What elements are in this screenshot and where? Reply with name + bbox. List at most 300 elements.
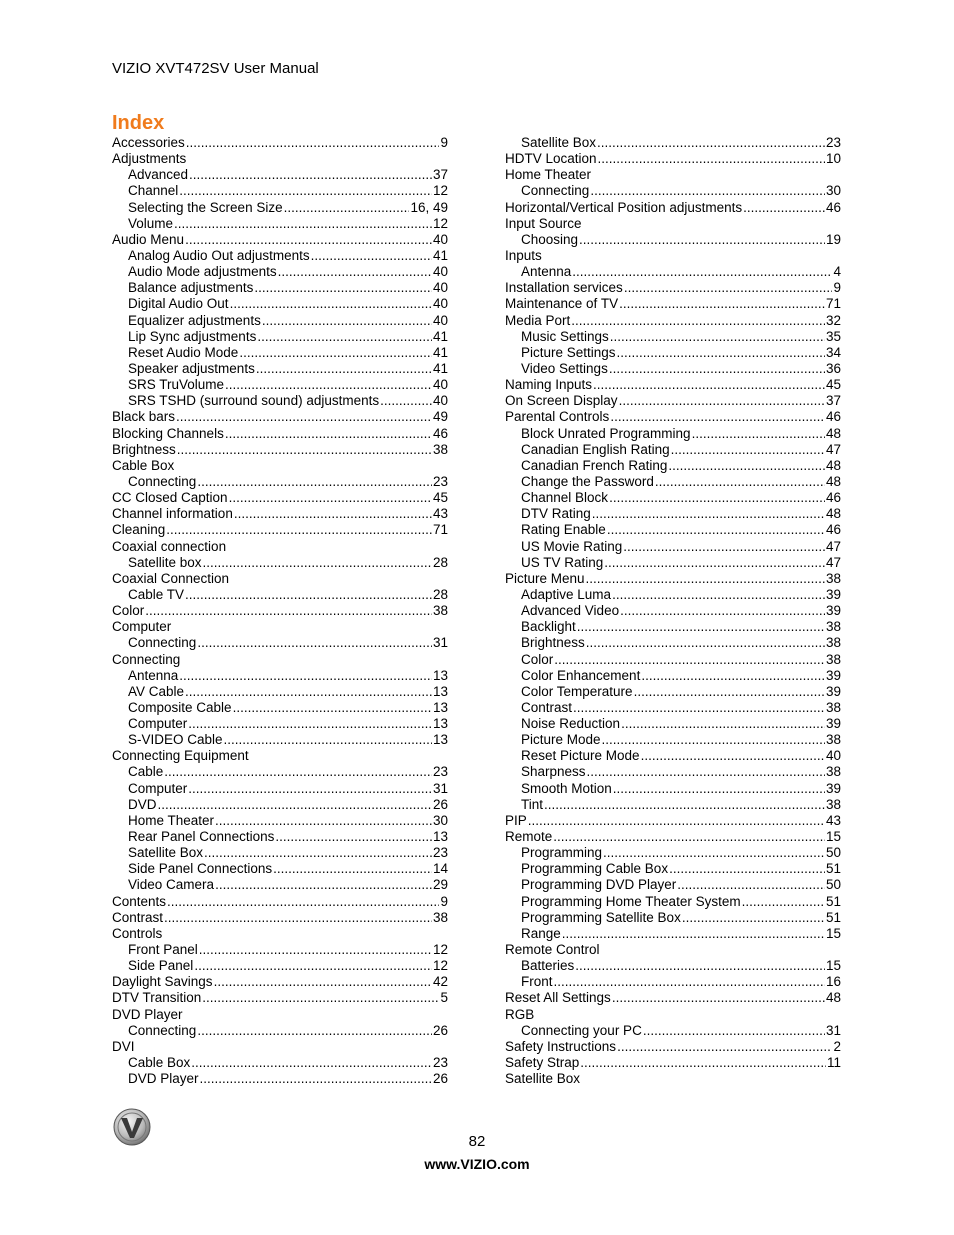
index-subentry [505, 797, 841, 813]
index-page-ref: 48 [825, 473, 841, 489]
index-term: Color Enhancement [521, 667, 641, 683]
dot-leader [380, 393, 432, 409]
index-term: Video Camera [128, 877, 215, 893]
index-term: Side Panel Connections [128, 861, 273, 877]
dot-leader [179, 183, 432, 199]
index-term: Contents [112, 893, 167, 909]
index-term: Naming Inputs [505, 377, 593, 393]
index-page-ref: 41 [432, 247, 448, 263]
index-page-ref: 23 [432, 845, 448, 861]
index-entry [112, 652, 448, 668]
index-page-ref: 30 [825, 183, 841, 199]
index-term: PIP [505, 812, 527, 828]
dot-leader [158, 797, 432, 813]
index-page-ref: 4 [833, 264, 841, 280]
index-subentry [112, 732, 448, 748]
dot-leader [262, 313, 432, 329]
index-subentry [112, 313, 448, 329]
index-term: Advanced Video [521, 603, 620, 619]
index-subentry [505, 781, 841, 797]
dot-leader [176, 409, 432, 425]
index-entry [112, 1039, 448, 1055]
index-subentry [112, 200, 448, 216]
index-subentry [505, 619, 841, 635]
index-subentry [505, 232, 841, 248]
dot-leader [617, 1039, 832, 1055]
dot-leader [233, 700, 432, 716]
index-term: Cable Box [112, 457, 175, 473]
index-page-ref: 2 [833, 1038, 841, 1054]
index-page-ref: 71 [432, 522, 448, 538]
index-term: Blocking Channels [112, 425, 224, 441]
index-subentry [505, 490, 841, 506]
index-page-ref: 9 [440, 135, 448, 150]
index-entry [112, 894, 448, 910]
index-term: Adjustments [112, 151, 187, 167]
index-page-ref: 46 [825, 199, 841, 215]
index-page-ref: 14 [432, 861, 448, 877]
index-subentry [505, 716, 841, 732]
index-page-ref: 15 [825, 958, 841, 974]
dot-leader [224, 732, 432, 748]
index-entry [505, 200, 841, 216]
dot-leader [579, 232, 825, 248]
index-term: Equalizer adjustments [128, 312, 261, 328]
index-subentry [112, 1023, 448, 1039]
dot-leader [164, 764, 432, 780]
dot-leader [743, 200, 825, 216]
dot-leader [619, 296, 825, 312]
index-entry [505, 393, 841, 409]
dot-leader [164, 910, 432, 926]
index-subentry [112, 1055, 448, 1071]
index-subentry [505, 555, 841, 571]
index-term: On Screen Display [505, 393, 618, 409]
dot-leader [641, 668, 825, 684]
manual-title: VIZIO XVT472SV User Manual [112, 60, 319, 77]
index-term: Controls [112, 925, 163, 941]
dot-leader [278, 264, 432, 280]
index-term: Color Temperature [521, 683, 633, 699]
index-term: Home Theater [128, 812, 215, 828]
index-subentry [112, 296, 448, 312]
index-page-ref: 38 [825, 699, 841, 715]
dot-leader [203, 555, 432, 571]
index-term: Antenna [521, 264, 572, 280]
index-term: CC Closed Caption [112, 490, 228, 506]
index-page-ref: 39 [825, 716, 841, 732]
index-page-ref: 41 [432, 360, 448, 376]
index-page-ref: 9 [440, 893, 448, 909]
index-entry [112, 539, 448, 555]
dot-leader [254, 280, 432, 296]
index-term: Backlight [521, 619, 576, 635]
index-entry [112, 409, 448, 425]
index-term: RGB [505, 1006, 535, 1022]
index-page-ref: 38 [825, 570, 841, 586]
dot-leader [617, 345, 825, 361]
index-page-ref: 11 [826, 1055, 841, 1071]
index-page-ref: 40 [432, 231, 448, 247]
index-term: Connecting [128, 473, 197, 489]
index-entry [112, 522, 448, 538]
index-page-ref: 39 [825, 603, 841, 619]
index-term: SRS TruVolume [128, 377, 225, 393]
dot-leader [197, 474, 432, 490]
dot-leader [197, 1023, 432, 1039]
index-subentry [112, 781, 448, 797]
index-page-ref: 38 [432, 603, 448, 619]
index-term: US Movie Rating [521, 538, 623, 554]
index-entry [112, 926, 448, 942]
index-term: Analog Audio Out adjustments [128, 247, 310, 263]
index-page-ref: 38 [825, 651, 841, 667]
index-page-ref: 46 [825, 490, 841, 506]
index-entry [112, 974, 448, 990]
index-entry [112, 619, 448, 635]
index-subentry [112, 797, 448, 813]
index-term: Inputs [505, 247, 542, 263]
index-subentry [112, 167, 448, 183]
index-subentry [505, 345, 841, 361]
index-subentry [505, 458, 841, 474]
dot-leader [191, 1055, 432, 1071]
index-page-ref: 39 [825, 667, 841, 683]
index-page-ref: 40 [432, 296, 448, 312]
index-subentry [112, 668, 448, 684]
index-page-ref: 30 [432, 812, 448, 828]
index-page-ref: 28 [432, 586, 448, 602]
index-subentry [505, 861, 841, 877]
index-entry [505, 248, 841, 264]
index-subentry [112, 474, 448, 490]
index-subentry [505, 748, 841, 764]
index-term: Canadian English Rating [521, 441, 670, 457]
index-term: Programming DVD Player [521, 877, 677, 893]
dot-leader [668, 458, 825, 474]
index-entry [112, 748, 448, 764]
index-entry [505, 167, 841, 183]
index-term: Cable [128, 764, 164, 780]
index-page-ref: 23 [432, 764, 448, 780]
index-term: Programming [521, 845, 603, 861]
dot-leader [200, 1071, 432, 1087]
dot-leader [586, 635, 825, 651]
index-page-ref: 43 [825, 812, 841, 828]
index-term: Picture Mode [521, 732, 601, 748]
index-page-ref: 23 [825, 135, 841, 150]
dot-leader [199, 942, 432, 958]
index-term: Programming Cable Box [521, 861, 669, 877]
index-term: Connecting [112, 651, 181, 667]
dot-leader [573, 700, 825, 716]
dot-leader [167, 894, 439, 910]
index-page-ref: 48 [825, 457, 841, 473]
index-page-ref: 34 [825, 344, 841, 360]
index-entry [505, 216, 841, 232]
dot-leader [275, 829, 432, 845]
dot-leader [229, 490, 432, 506]
index-term: Cleaning [112, 522, 166, 538]
index-subentry [505, 732, 841, 748]
index-page-ref: 38 [432, 909, 448, 925]
index-subentry [112, 958, 448, 974]
dot-leader [202, 990, 439, 1006]
index-page-ref: 31 [432, 780, 448, 796]
index-page-ref: 51 [825, 861, 841, 877]
index-subentry [112, 829, 448, 845]
dot-leader [692, 426, 825, 442]
index-page-ref: 28 [432, 554, 448, 570]
index-entry [112, 990, 448, 1006]
index-entry [505, 1007, 841, 1023]
dot-leader [604, 555, 825, 571]
index-term: Connecting your PC [521, 1022, 642, 1038]
dot-leader [610, 409, 825, 425]
index-entry [505, 990, 841, 1006]
index-page-ref: 39 [825, 683, 841, 699]
index-entry [112, 506, 448, 522]
index-subentry [505, 926, 841, 942]
index-subentry [112, 845, 448, 861]
index-page-ref: 26 [432, 1022, 448, 1038]
index-term: Connecting Equipment [112, 748, 249, 764]
index-entry [505, 377, 841, 393]
index-term: Channel Block [521, 490, 609, 506]
dot-leader [528, 813, 825, 829]
dot-leader [256, 361, 432, 377]
index-term: Maintenance of TV [505, 296, 619, 312]
index-page-ref: 47 [825, 441, 841, 457]
index-term: DTV Transition [112, 990, 202, 1006]
index-subentry [505, 1023, 841, 1039]
dot-leader [562, 926, 825, 942]
index-page-ref: 12 [432, 942, 448, 958]
index-term: DVD Player [128, 1071, 199, 1087]
index-page-ref: 10 [825, 151, 841, 167]
index-term: Noise Reduction [521, 716, 621, 732]
index-subentry [505, 974, 841, 990]
dot-leader [677, 877, 825, 893]
index-entry [112, 603, 448, 619]
index-subentry [112, 942, 448, 958]
index-subentry [505, 587, 841, 603]
index-entry [505, 813, 841, 829]
index-subentry [505, 264, 841, 280]
dot-leader [634, 684, 825, 700]
index-term: AV Cable [128, 683, 185, 699]
index-page-ref: 37 [825, 393, 841, 409]
index-subentry [505, 183, 841, 199]
index-page-ref: 39 [825, 780, 841, 796]
dot-leader [230, 296, 432, 312]
index-subentry [505, 474, 841, 490]
dot-leader [273, 861, 432, 877]
dot-leader [590, 183, 825, 199]
index-page-ref: 13 [432, 699, 448, 715]
index-page-ref: 40 [825, 748, 841, 764]
index-term: Advanced [128, 167, 189, 183]
dot-leader [186, 135, 440, 151]
index-subentry [112, 587, 448, 603]
dot-leader [553, 829, 825, 845]
index-term: Rear Panel Connections [128, 829, 275, 845]
index-page-ref: 5 [440, 990, 448, 1006]
index-page-ref: 40 [432, 377, 448, 393]
index-page-ref: 48 [825, 990, 841, 1006]
index-term: Programming Satellite Box [521, 909, 681, 925]
index-subentry [112, 1071, 448, 1087]
index-term: Choosing [521, 231, 579, 247]
dot-leader [742, 894, 825, 910]
dot-leader [602, 732, 825, 748]
dot-leader [598, 151, 825, 167]
index-term: Range [521, 925, 561, 941]
dot-leader [571, 313, 825, 329]
index-page-ref: 71 [825, 296, 841, 312]
index-term: Reset All Settings [505, 990, 611, 1006]
index-page-ref: 39 [825, 586, 841, 602]
index-page-ref: 15 [825, 925, 841, 941]
index-subentry [505, 522, 841, 538]
index-term: Canadian French Rating [521, 457, 668, 473]
index-term: Satellite Box [128, 845, 204, 861]
index-term: Programming Home Theater System [521, 893, 741, 909]
index-term: Cable Box [128, 1055, 191, 1071]
index-subentry [505, 877, 841, 893]
dot-leader [554, 652, 825, 668]
index-subentry [505, 684, 841, 700]
index-page-ref: 38 [432, 441, 448, 457]
index-page-ref: 29 [432, 877, 448, 893]
index-term: Block Unrated Programming [521, 425, 691, 441]
index-page-ref: 13 [432, 732, 448, 748]
index-term: Connecting [521, 183, 590, 199]
index-subentry [505, 135, 841, 151]
index-subentry [112, 345, 448, 361]
index-term: Satellite Box [505, 1071, 581, 1087]
index-term: Audio Mode adjustments [128, 264, 277, 280]
index-term: Antenna [128, 667, 179, 683]
index-term: US TV Rating [521, 554, 604, 570]
index-page-ref: 48 [825, 425, 841, 441]
index-subentry [505, 668, 841, 684]
index-subentry [112, 684, 448, 700]
index-page-ref: 45 [432, 490, 448, 506]
index-page-ref: 38 [825, 619, 841, 635]
index-term: Contrast [112, 909, 164, 925]
dot-leader [682, 910, 825, 926]
index-term: SRS TSHD (surround sound) adjustments [128, 393, 380, 409]
index-term: Coaxial connection [112, 538, 227, 554]
index-term: Brightness [521, 635, 585, 651]
dot-leader [619, 393, 825, 409]
index-page-ref: 23 [432, 473, 448, 489]
dot-leader [214, 974, 432, 990]
index-term: Channel [128, 183, 179, 199]
index-page-ref: 41 [432, 344, 448, 360]
index-term: Volume [128, 215, 174, 231]
dot-leader [610, 329, 825, 345]
index-page-ref: 36 [825, 360, 841, 376]
index-term: Selecting the Screen Size [128, 199, 283, 215]
index-entry [112, 458, 448, 474]
index-term: Audio Menu [112, 231, 185, 247]
index-term: Parental Controls [505, 409, 610, 425]
dot-leader [597, 135, 825, 151]
index-page-ref: 13 [432, 716, 448, 732]
dot-leader [572, 264, 832, 280]
index-page-ref: 9 [833, 280, 841, 296]
index-page-ref: 31 [825, 1022, 841, 1038]
page-number: 82 [468, 1133, 486, 1150]
index-page-ref: 26 [432, 796, 448, 812]
index-subentry [112, 361, 448, 377]
index-term: Safety Strap [505, 1055, 580, 1071]
dot-leader [179, 668, 432, 684]
index-entry [505, 151, 841, 167]
index-term: DTV Rating [521, 506, 591, 522]
dot-leader [185, 232, 432, 248]
index-entry [505, 1055, 841, 1071]
index-page-ref: 26 [432, 1071, 448, 1087]
index-subentry [505, 700, 841, 716]
index-term: Reset Audio Mode [128, 344, 239, 360]
index-term: Video Settings [521, 360, 608, 376]
dot-leader [623, 539, 825, 555]
index-page-ref: 46 [432, 425, 448, 441]
index-term: Computer [128, 716, 188, 732]
index-page-ref: 13 [432, 829, 448, 845]
index-page-ref: 42 [432, 974, 448, 990]
index-term: HDTV Location [505, 151, 597, 167]
index-page-ref: 43 [432, 506, 448, 522]
index-term: Accessories [112, 135, 185, 150]
dot-leader [621, 716, 825, 732]
index-page-ref: 16 [825, 974, 841, 990]
index-page-ref: 51 [825, 893, 841, 909]
index-page-ref: 23 [432, 1055, 448, 1071]
dot-leader [185, 587, 432, 603]
index-entry [112, 571, 448, 587]
dot-leader [609, 490, 825, 506]
dot-leader [612, 587, 825, 603]
dot-leader [575, 958, 825, 974]
index-subentry [112, 877, 448, 893]
index-term: Picture Menu [505, 570, 585, 586]
index-term: Computer [128, 780, 188, 796]
index-entry [112, 232, 448, 248]
index-term: Brightness [112, 441, 176, 457]
index-page-ref: 12 [432, 215, 448, 231]
index-subentry [505, 426, 841, 442]
dot-leader [215, 877, 432, 893]
dot-leader [174, 216, 432, 232]
index-page-ref: 35 [825, 328, 841, 344]
index-page-ref: 38 [825, 796, 841, 812]
index-entry [112, 490, 448, 506]
index-subentry [505, 958, 841, 974]
dot-leader [544, 797, 825, 813]
dot-leader [284, 200, 410, 216]
dot-leader [257, 329, 432, 345]
dot-leader [225, 426, 432, 442]
dot-leader [189, 167, 432, 183]
dot-leader [613, 781, 825, 797]
index-subentry [112, 280, 448, 296]
index-entry [505, 942, 841, 958]
index-subentry [505, 361, 841, 377]
